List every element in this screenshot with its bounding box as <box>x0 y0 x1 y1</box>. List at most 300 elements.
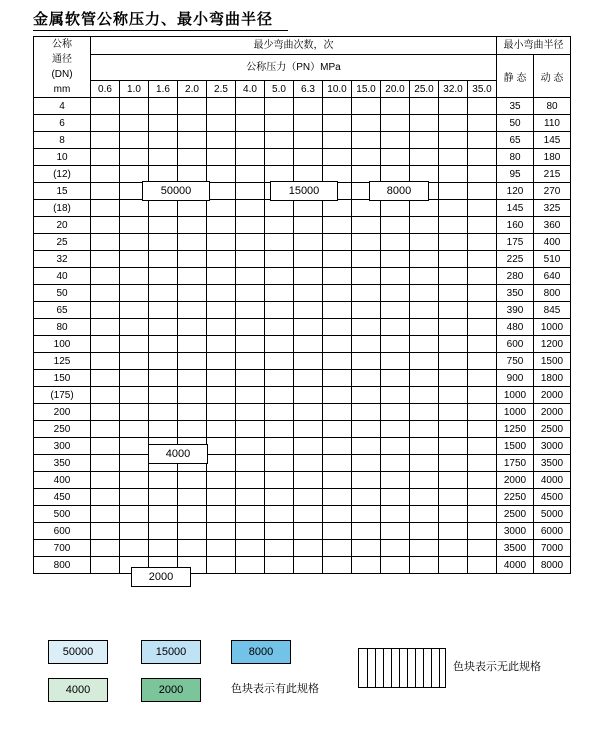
spec-cell <box>149 200 178 217</box>
table-row <box>34 557 571 574</box>
static-radius-value: 1750 <box>497 455 534 472</box>
spec-cell <box>439 370 468 387</box>
spec-cell <box>410 489 439 506</box>
dn-value: 6 <box>34 115 91 132</box>
spec-cell <box>468 217 497 234</box>
spec-cell <box>236 217 265 234</box>
spec-cell <box>91 234 120 251</box>
spec-cell <box>439 489 468 506</box>
dn-value: 25 <box>34 234 91 251</box>
spec-cell <box>352 302 381 319</box>
spec-cell <box>294 98 323 115</box>
spec-cell <box>468 438 497 455</box>
spec-cell <box>468 404 497 421</box>
spec-cell <box>149 132 178 149</box>
dynamic-radius-value: 3500 <box>534 455 571 472</box>
spec-cell <box>439 319 468 336</box>
spec-cell <box>265 115 294 132</box>
table-row <box>34 217 571 234</box>
spec-cell <box>323 234 352 251</box>
spec-cell <box>410 404 439 421</box>
spec-cell <box>120 438 149 455</box>
spec-cell <box>294 370 323 387</box>
dynamic-radius-value: 215 <box>534 166 571 183</box>
spec-cell <box>91 404 120 421</box>
table-row <box>34 421 571 438</box>
stripe-line <box>415 649 416 687</box>
spec-cell <box>149 302 178 319</box>
spec-cell <box>352 319 381 336</box>
spec-cell <box>352 132 381 149</box>
legend <box>33 636 567 716</box>
spec-cell <box>207 540 236 557</box>
spec-cell <box>439 540 468 557</box>
spec-cell <box>207 319 236 336</box>
spec-cell <box>207 370 236 387</box>
static-radius-value: 3000 <box>497 523 534 540</box>
spec-cell <box>207 455 236 472</box>
spec-cell <box>352 540 381 557</box>
dynamic-radius-value: 4000 <box>534 472 571 489</box>
spec-cell <box>178 217 207 234</box>
spec-cell <box>439 506 468 523</box>
spec-cell <box>410 302 439 319</box>
table-row <box>34 438 571 455</box>
spec-cell <box>120 251 149 268</box>
table-row <box>34 149 571 166</box>
spec-cell <box>352 268 381 285</box>
spec-cell <box>381 489 410 506</box>
spec-cell <box>91 472 120 489</box>
legend-swatch-8000: 8000 <box>231 640 291 664</box>
table-row <box>34 336 571 353</box>
spec-cell <box>120 540 149 557</box>
static-radius-value: 900 <box>497 370 534 387</box>
dn-value: 125 <box>34 353 91 370</box>
spec-cell <box>149 336 178 353</box>
spec-cell <box>120 200 149 217</box>
spec-cell <box>468 523 497 540</box>
spec-cell <box>381 285 410 302</box>
spec-cell <box>381 302 410 319</box>
table-row <box>34 115 571 132</box>
spec-cell <box>294 302 323 319</box>
spec-cell <box>381 115 410 132</box>
pressure-header: 公称压力（PN）MPa <box>91 55 497 81</box>
spec-cell <box>120 489 149 506</box>
dynamic-radius-value: 3000 <box>534 438 571 455</box>
spec-cell <box>410 336 439 353</box>
spec-cell <box>468 353 497 370</box>
spec-cell <box>439 472 468 489</box>
spec-cell <box>352 200 381 217</box>
legend-note-color: 色块表示有此规格 <box>231 683 319 695</box>
spec-cell <box>207 234 236 251</box>
dn-value: 500 <box>34 506 91 523</box>
spec-cell <box>236 319 265 336</box>
spec-cell <box>265 268 294 285</box>
spec-cell <box>265 285 294 302</box>
spec-cell <box>91 370 120 387</box>
spec-cell <box>120 523 149 540</box>
table-row <box>34 200 571 217</box>
legend-stripe-swatch <box>358 648 446 688</box>
spec-cell <box>323 132 352 149</box>
spec-cell <box>120 455 149 472</box>
spec-cell <box>352 523 381 540</box>
spec-cell <box>236 115 265 132</box>
static-radius-value: 1250 <box>497 421 534 438</box>
spec-cell <box>410 387 439 404</box>
static-radius-value: 750 <box>497 353 534 370</box>
stripe-line <box>391 649 392 687</box>
spec-cell <box>294 472 323 489</box>
overlay-tag: 50000 <box>142 181 210 201</box>
spec-cell <box>468 387 497 404</box>
spec-cell <box>265 404 294 421</box>
dynamic-radius-value: 145 <box>534 132 571 149</box>
spec-cell <box>120 268 149 285</box>
spec-cell <box>352 234 381 251</box>
pressure-col-header-4: 2.5 <box>207 81 236 98</box>
spec-cell <box>323 540 352 557</box>
spec-cell <box>236 98 265 115</box>
dn-value: 600 <box>34 523 91 540</box>
spec-cell <box>91 489 120 506</box>
spec-cell <box>323 506 352 523</box>
spec-cell <box>236 404 265 421</box>
spec-cell <box>439 455 468 472</box>
spec-cell <box>381 149 410 166</box>
spec-cell <box>207 472 236 489</box>
spec-cell <box>323 387 352 404</box>
spec-cell <box>294 540 323 557</box>
spec-cell <box>178 251 207 268</box>
spec-cell <box>381 523 410 540</box>
spec-cell <box>439 234 468 251</box>
dn-value: 65 <box>34 302 91 319</box>
overlay-tag: 8000 <box>369 181 429 201</box>
spec-cell <box>149 115 178 132</box>
spec-cell <box>91 557 120 574</box>
spec-cell <box>120 319 149 336</box>
static-radius-value: 160 <box>497 217 534 234</box>
spec-cell <box>149 353 178 370</box>
bend-times-header: 最少弯曲次数，次 <box>91 37 497 55</box>
dynamic-radius-value: 8000 <box>534 557 571 574</box>
spec-cell <box>178 421 207 438</box>
spec-cell <box>468 336 497 353</box>
stripe-line <box>367 649 368 687</box>
spec-cell <box>265 557 294 574</box>
spec-cell <box>91 115 120 132</box>
spec-cell <box>294 455 323 472</box>
dynamic-radius-value: 400 <box>534 234 571 251</box>
spec-cell <box>352 251 381 268</box>
spec-cell <box>294 319 323 336</box>
spec-cell <box>91 523 120 540</box>
radius-header: 最小弯曲半径 <box>497 37 571 55</box>
spec-cell <box>410 421 439 438</box>
spec-cell <box>236 302 265 319</box>
spec-cell <box>91 217 120 234</box>
spec-cell <box>207 98 236 115</box>
spec-cell <box>439 149 468 166</box>
spec-cell <box>323 523 352 540</box>
spec-cell <box>381 438 410 455</box>
spec-cell <box>294 404 323 421</box>
spec-cell <box>207 557 236 574</box>
dynamic-radius-value: 510 <box>534 251 571 268</box>
spec-cell <box>178 166 207 183</box>
static-radius-value: 600 <box>497 336 534 353</box>
static-header: 静 态 <box>497 55 534 98</box>
dn-value: (18) <box>34 200 91 217</box>
spec-cell <box>91 540 120 557</box>
spec-cell <box>236 251 265 268</box>
dn-value: 200 <box>34 404 91 421</box>
dynamic-radius-value: 4500 <box>534 489 571 506</box>
table-row <box>34 387 571 404</box>
spec-cell <box>468 98 497 115</box>
spec-cell <box>236 472 265 489</box>
spec-cell <box>120 387 149 404</box>
spec-cell <box>149 540 178 557</box>
spec-cell <box>236 234 265 251</box>
spec-cell <box>149 523 178 540</box>
spec-cell <box>207 438 236 455</box>
dynamic-radius-value: 640 <box>534 268 571 285</box>
dynamic-radius-value: 360 <box>534 217 571 234</box>
dn-value: 20 <box>34 217 91 234</box>
spec-cell <box>149 319 178 336</box>
spec-cell <box>439 98 468 115</box>
spec-cell <box>352 438 381 455</box>
spec-cell <box>381 421 410 438</box>
spec-cell <box>352 506 381 523</box>
spec-cell <box>265 234 294 251</box>
overlay-tag: 4000 <box>148 444 208 464</box>
spec-cell <box>265 251 294 268</box>
spec-cell <box>149 404 178 421</box>
spec-cell <box>439 421 468 438</box>
spec-cell <box>294 251 323 268</box>
dynamic-radius-value: 5000 <box>534 506 571 523</box>
static-radius-value: 35 <box>497 98 534 115</box>
spec-cell <box>236 149 265 166</box>
spec-cell <box>236 353 265 370</box>
spec-cell <box>410 540 439 557</box>
dn-value: 700 <box>34 540 91 557</box>
pressure-col-header-5: 4.0 <box>236 81 265 98</box>
spec-cell <box>91 336 120 353</box>
spec-cell <box>178 115 207 132</box>
spec-cell <box>410 132 439 149</box>
dynamic-radius-value: 7000 <box>534 540 571 557</box>
spec-cell <box>178 523 207 540</box>
spec-cell <box>149 421 178 438</box>
dn-value: 32 <box>34 251 91 268</box>
dn-header-line-3: (DN) <box>51 69 73 80</box>
spec-cell <box>352 353 381 370</box>
spec-cell <box>91 200 120 217</box>
spec-cell <box>323 421 352 438</box>
spec-cell <box>265 166 294 183</box>
spec-cell <box>149 166 178 183</box>
spec-cell <box>178 285 207 302</box>
spec-cell <box>265 421 294 438</box>
spec-cell <box>410 506 439 523</box>
spec-cell <box>120 302 149 319</box>
table-row <box>34 251 571 268</box>
static-radius-value: 65 <box>497 132 534 149</box>
table-row <box>34 540 571 557</box>
spec-cell <box>120 370 149 387</box>
spec-cell <box>236 183 265 200</box>
stripe-line <box>375 649 376 687</box>
spec-cell <box>410 455 439 472</box>
spec-cell <box>236 132 265 149</box>
spec-cell <box>439 523 468 540</box>
spec-table <box>33 36 571 574</box>
dynamic-header: 动 态 <box>534 55 571 98</box>
spec-cell <box>468 455 497 472</box>
spec-cell <box>323 472 352 489</box>
spec-cell <box>439 217 468 234</box>
spec-cell <box>381 234 410 251</box>
table-row <box>34 98 571 115</box>
legend-swatch-4000: 4000 <box>48 678 108 702</box>
table-row <box>34 489 571 506</box>
static-radius-value: 1000 <box>497 387 534 404</box>
table-header <box>34 37 571 98</box>
spec-cell <box>178 98 207 115</box>
spec-cell <box>323 438 352 455</box>
spec-cell <box>149 285 178 302</box>
spec-cell <box>265 455 294 472</box>
spec-cell <box>149 370 178 387</box>
spec-cell <box>294 438 323 455</box>
spec-cell <box>381 251 410 268</box>
pressure-col-header-12: 32.0 <box>439 81 468 98</box>
spec-cell <box>468 489 497 506</box>
spec-cell <box>207 251 236 268</box>
spec-cell <box>236 523 265 540</box>
spec-cell <box>91 166 120 183</box>
header-row-2 <box>34 55 571 81</box>
spec-cell <box>149 387 178 404</box>
dn-value: 350 <box>34 455 91 472</box>
spec-cell <box>236 421 265 438</box>
spec-cell <box>439 115 468 132</box>
spec-cell <box>91 132 120 149</box>
stripe-line <box>423 649 424 687</box>
dynamic-radius-value: 270 <box>534 183 571 200</box>
spec-cell <box>352 557 381 574</box>
static-radius-value: 390 <box>497 302 534 319</box>
spec-cell <box>120 166 149 183</box>
spec-cell <box>294 353 323 370</box>
spec-cell <box>91 455 120 472</box>
spec-cell <box>265 506 294 523</box>
spec-cell <box>468 234 497 251</box>
dn-value: 150 <box>34 370 91 387</box>
stripe-line <box>431 649 432 687</box>
spec-cell <box>120 234 149 251</box>
spec-cell <box>381 268 410 285</box>
spec-cell <box>120 149 149 166</box>
static-radius-value: 80 <box>497 149 534 166</box>
spec-cell <box>352 285 381 302</box>
spec-cell <box>294 115 323 132</box>
static-radius-value: 2500 <box>497 506 534 523</box>
spec-cell <box>352 98 381 115</box>
spec-cell <box>381 98 410 115</box>
dn-header-line-4: mm <box>53 84 71 95</box>
spec-cell <box>410 353 439 370</box>
spec-cell <box>265 387 294 404</box>
spec-cell <box>439 268 468 285</box>
pressure-col-header-1: 1.0 <box>120 81 149 98</box>
dn-value: 300 <box>34 438 91 455</box>
spec-cell <box>381 404 410 421</box>
spec-cell <box>265 540 294 557</box>
dn-value: (12) <box>34 166 91 183</box>
page-title: 金属软管公称压力、最小弯曲半径 <box>33 12 274 28</box>
pressure-col-header-6: 5.0 <box>265 81 294 98</box>
spec-cell <box>265 132 294 149</box>
spec-cell <box>120 506 149 523</box>
spec-cell <box>178 200 207 217</box>
spec-cell <box>381 200 410 217</box>
header-row-3 <box>34 81 571 98</box>
spec-cell <box>439 557 468 574</box>
dynamic-radius-value: 1500 <box>534 353 571 370</box>
spec-cell <box>149 489 178 506</box>
table-row <box>34 268 571 285</box>
static-radius-value: 350 <box>497 285 534 302</box>
spec-cell <box>236 540 265 557</box>
spec-cell <box>265 149 294 166</box>
spec-cell <box>410 319 439 336</box>
dynamic-radius-value: 2000 <box>534 404 571 421</box>
spec-cell <box>410 98 439 115</box>
spec-cell <box>381 540 410 557</box>
static-radius-value: 50 <box>497 115 534 132</box>
spec-cell <box>468 268 497 285</box>
spec-cell <box>439 336 468 353</box>
spec-cell <box>439 183 468 200</box>
pressure-col-header-10: 20.0 <box>381 81 410 98</box>
spec-cell <box>207 404 236 421</box>
spec-cell <box>236 285 265 302</box>
spec-cell <box>468 557 497 574</box>
spec-cell <box>323 489 352 506</box>
spec-cell <box>149 217 178 234</box>
spec-cell <box>294 149 323 166</box>
static-radius-value: 2000 <box>497 472 534 489</box>
spec-cell <box>207 268 236 285</box>
spec-cell <box>178 472 207 489</box>
dynamic-radius-value: 1200 <box>534 336 571 353</box>
static-radius-value: 280 <box>497 268 534 285</box>
spec-cell <box>381 319 410 336</box>
table-row <box>34 353 571 370</box>
static-radius-value: 120 <box>497 183 534 200</box>
spec-cell <box>294 506 323 523</box>
spec-cell <box>265 370 294 387</box>
dn-value: 40 <box>34 268 91 285</box>
